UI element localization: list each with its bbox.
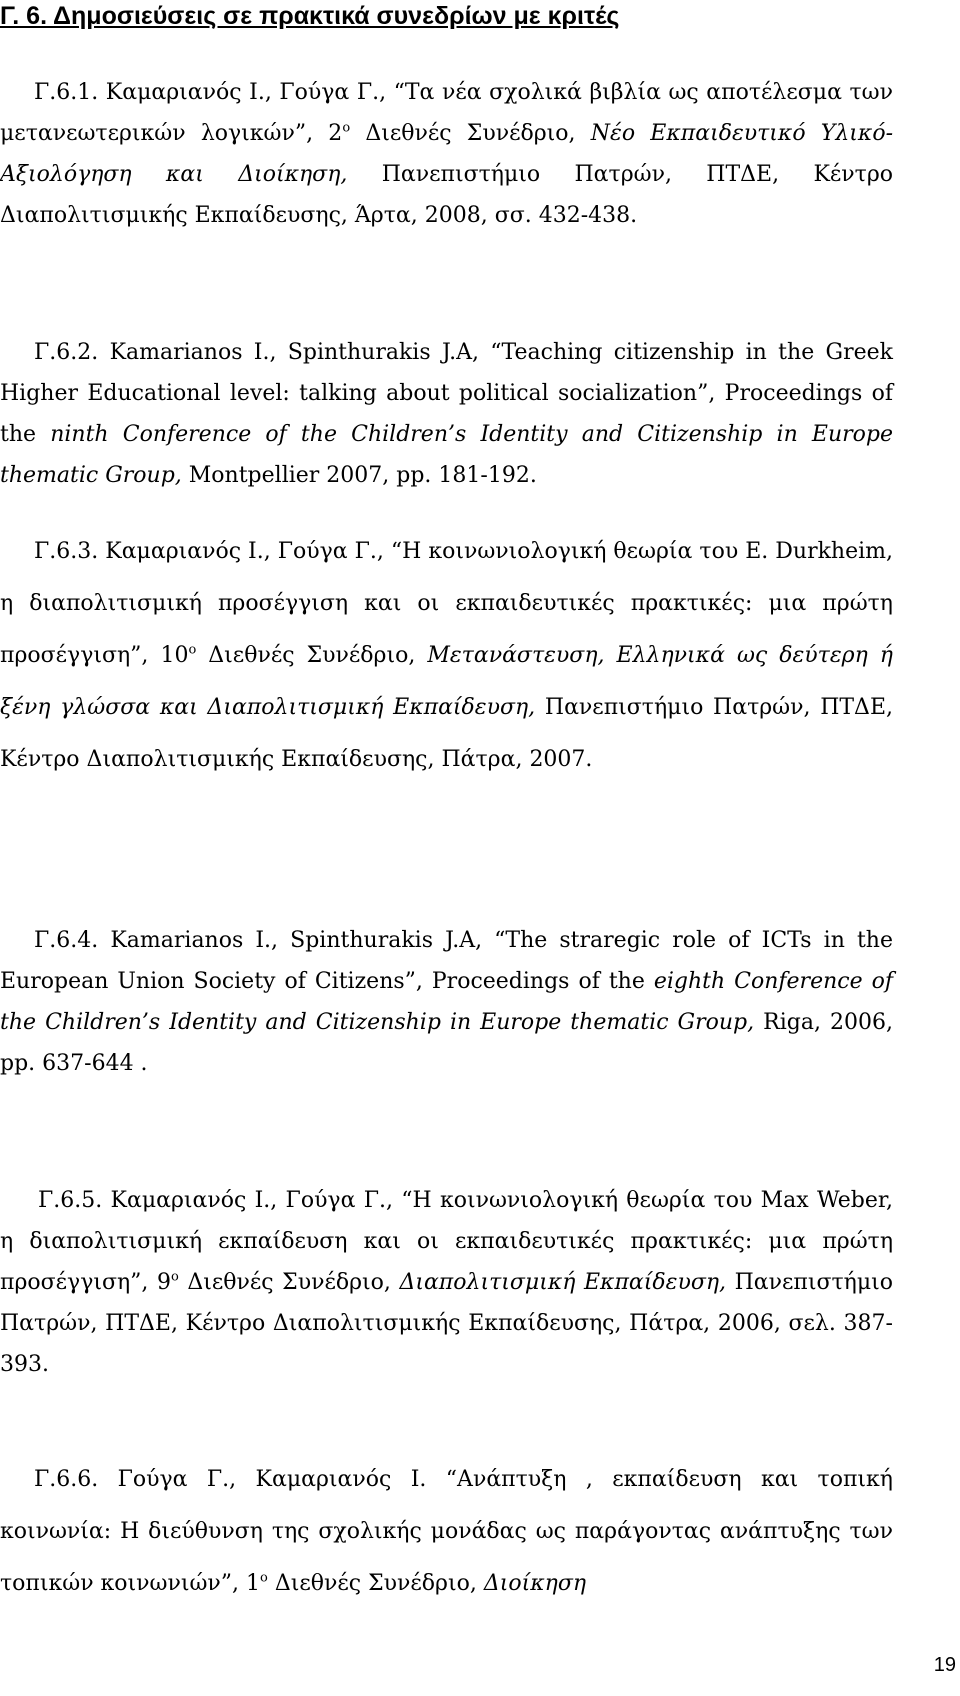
conference-title: ninth Conference of the Children’s Identity and Citizenship in Europe thematic Group, <box>0 422 893 488</box>
entry-number: Γ.6.5. <box>38 1188 103 1213</box>
entry-number: Γ.6.4. <box>34 928 99 953</box>
publication-entry-5: Γ.6.5. Καμαριανός Ι., Γούγα Γ., “Η κοινωνιολογική θεωρία του Max Weber, η διαπολιτισμική εκπαίδευση και οι εκπαιδευτικές πρακτικές: μια πρώτη προσέγγιση”, $9^o$ Διεθνές Συνέδριο, Διαπολιτισμική Εκπαίδευση, Πανεπιστήμιο Πατρών, ΠΤΔΕ, Κέντρο Διαπολιτισμικής Εκπαίδευσης, Πάτρα, 2006, σελ. 387-393. <box>0 1188 894 1377</box>
conference-title: Νέο Εκπαιδευτικό Υλικό-Αξιολόγηση και Διοίκηση, <box>0 121 894 187</box>
publication-entry-1: Γ.6.1. Καμαριανός Ι., Γούγα Γ., “Τα νέα σχολικά βιβλία ως αποτέλεσμα των μετανεωτερικών λογικών”, $2^o$ Διεθνές Συνέδριο, Νέο Εκπαιδευτικό Υλικό-Αξιολόγηση και Διοίκηση, Πανεπιστήμιο Πατρών, ΠΤΔΕ, Κέντρο Διαπολιτισμικής Εκπαίδευσης, Άρτα, 2008, σσ. 432-438. <box>0 80 894 228</box>
conference-title: Μετανάστευση, Ελληνικά ως δεύτερη ή ξένη γλώσσα και Διαπολιτισμική Εκπαίδευση, <box>0 643 893 720</box>
publication-entry-2: Γ.6.2. Kamarianos I., Spinthurakis J.A, “Teaching citizenship in the Greek Higher Educational level: talking about political socialization”, Proceedings of the ninth Conference of the Children’s Identity and Citizenship in Europe thematic Group, Montpellier 2007, pp. 181-192. <box>0 340 893 488</box>
section-heading: Γ. 6. Δημοσιεύσεις σε πρακτικά συνεδρίων με κριτές <box>0 2 620 30</box>
entry-number: Γ.6.2. <box>34 340 99 365</box>
conference-title: Διαπολιτισμική Εκπαίδευση, <box>399 1270 727 1295</box>
publication-entry-6: Γ.6.6. Γούγα Γ., Καμαριανός Ι. “Ανάπτυξη , εκπαίδευση και τοπική κοινωνία: Η διεύθυνση της σχολικής μονάδας ως παράγοντας ανάπτυξης των τοπικών κοινωνιών”, $1^o$ Διεθνές Συνέδριο, Διοίκηση <box>0 1467 893 1596</box>
publication-entry-3: Γ.6.3. Καμαριανός Ι., Γούγα Γ., “Η κοινωνιολογική θεωρία του Ε. Durkheim, η διαπολιτισμική προσέγγιση και οι εκπαιδευτικές πρακτικές: μια πρώτη προσέγγιση”, $10^o$ Διεθνές Συνέδριο, Μετανάστευση, Ελληνικά ως δεύτερη ή ξένη γλώσσα και Διαπολιτισμική Εκπαίδευση, Πανεπιστήμιο Πατρών, ΠΤΔΕ, Κέντρο Διαπολιτισμικής Εκπαίδευσης, Πάτρα, 2007. <box>0 539 893 772</box>
conference-title: Διοίκηση <box>483 1571 587 1596</box>
entry-number: Γ.6.6. <box>34 1467 99 1492</box>
conference-title: eighth Conference of the Children’s Identity and Citizenship in Europe thematic Group, <box>0 969 893 1035</box>
page-number: 19 <box>933 1654 956 1676</box>
entry-number: Γ.6.1. <box>34 80 99 105</box>
publication-entry-4: Γ.6.4. Kamarianos I., Spinthurakis J.A, “The straregic role of ICTs in the European Union Society of Citizens”, Proceedings of the eighth Conference of the Children’s Identity and Citizenship in Europe thematic Group, Riga, 2006, pp. 637-644 . <box>0 928 893 1076</box>
entry-number: Γ.6.3. <box>34 539 99 564</box>
